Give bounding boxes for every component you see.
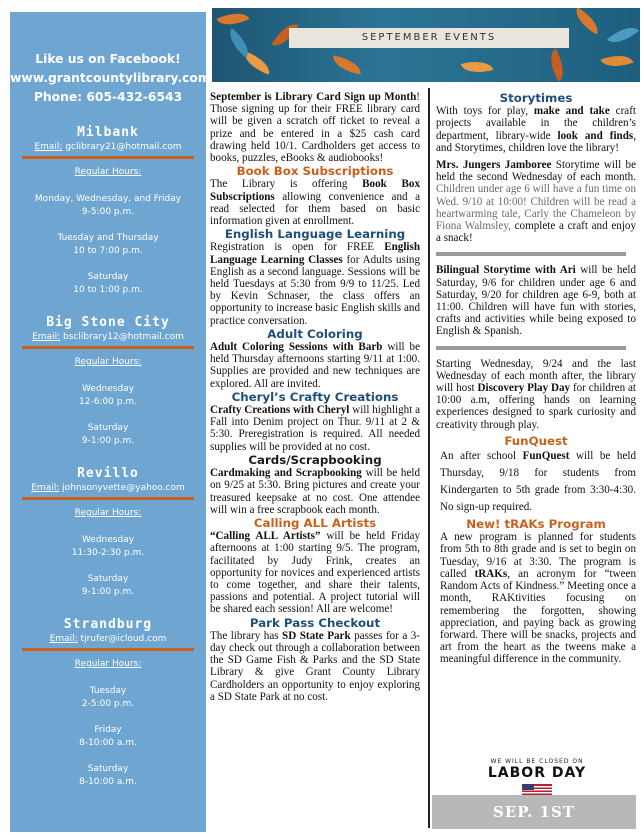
branch-name: Big Stone City bbox=[46, 315, 170, 330]
branch-section bbox=[10, 315, 206, 448]
closed-notice: WE WILL BE CLOSED ON bbox=[490, 758, 584, 765]
book-box-heading: Book Box Subscriptions bbox=[236, 164, 394, 179]
hours-item: Wednesday 12-6:00 p.m. bbox=[79, 384, 137, 407]
storytimes-heading: Storytimes bbox=[499, 91, 573, 105]
artists-heading: Calling ALL Artists bbox=[253, 515, 377, 530]
cards-paragraph: Cardmaking and Scrapbooking will be held on 9/25 at 5:30. Bring pictures and create your treasured keepsake at no cost. One attendee will win a free scrapbook each month. bbox=[210, 467, 420, 516]
branch-email[interactable]: Email: johnsonyvette@yahoo.com bbox=[31, 483, 185, 493]
hours-item: Wednesday 11:30-2:30 p.m. bbox=[71, 535, 145, 558]
labor-day-title: LABOR DAY bbox=[487, 765, 587, 781]
hours-item: Monday, Wednesday, and Friday 9-5:00 p.m. bbox=[34, 194, 182, 217]
labor-day-notice bbox=[440, 758, 634, 800]
branch-email[interactable]: Email: gclibrary21@hotmail.com bbox=[34, 142, 182, 152]
hours-item: Saturday 10 to 1:00 p.m. bbox=[73, 272, 143, 295]
branch-section bbox=[10, 125, 206, 297]
branch-list bbox=[10, 125, 206, 789]
branch-name: Revillo bbox=[77, 466, 139, 481]
park-pass-heading: Park Pass Checkout bbox=[249, 615, 381, 630]
funquest-paragraph: An after school FunQuest will be held Thursday, 9/18 for students from Kindergarten to 5th grade from 3:30-4:30. No sign-up required. bbox=[440, 450, 636, 514]
adult-coloring-paragraph: Adult Coloring Sessions with Barb will be held Thursday afternoons starting 9/11 at 1:00. Supplies are provided and new techniques are explored. All are invited. bbox=[210, 341, 420, 390]
ell-paragraph: Registration is open for FREE English Language Learning Classes for Adults using English as a second language. Sessions will be held Tuesdays at 5:30 from 9/9 to 11/25. Led by Kevin Schnaser, the class offers an opportunity to increase basic English skills and practice conversation. bbox=[210, 241, 420, 327]
leaf-icon bbox=[331, 56, 363, 75]
hours-item: Saturday 8-10:00 a.m. bbox=[79, 764, 137, 787]
jungers-paragraph: Mrs. Jungers Jamboree Storytime will be held the second Wednesday of each month. Children under age 6 will have a fun time on Wed. 9/10 at 10:00! Children will be read a heartwarming tale, Carly the Chameleon by Fiona Walmsley, complete a craft and enjoy a snack! bbox=[436, 159, 637, 245]
column-right bbox=[436, 91, 636, 666]
discovery-paragraph: Starting Wednesday, 9/24 and the last Wednesday of each month after, the library will host Discovery Play Day for children at 10:00 a.m, offering hands on learning experiences designed to spark curiosity and creativity through play. bbox=[436, 357, 636, 431]
cheryl-heading: Cheryl’s Crafty Creations bbox=[231, 389, 399, 404]
library-card-paragraph: September is Library Card Sign up Month! Those signing up for their FREE library card will be given a scratch off ticket to reveal a prize and be entered in a $25 cash card drawing held 10/1. Cardholders get access to books, puzzles, eBooks & audiobooks! bbox=[210, 91, 420, 165]
branch-divider bbox=[22, 156, 194, 159]
hours-label: Regular Hours: bbox=[74, 659, 142, 669]
separator bbox=[436, 252, 626, 256]
facebook-text[interactable]: Like us on Facebook! bbox=[35, 52, 181, 66]
column-divider bbox=[428, 88, 430, 828]
column-left bbox=[210, 91, 420, 703]
labor-day-date: SEP. 1ST bbox=[432, 795, 636, 829]
branch-name: Milbank bbox=[77, 125, 139, 140]
branch-email[interactable]: Email: bsclibrary12@hotmail.com bbox=[32, 332, 184, 342]
branch-section bbox=[10, 466, 206, 599]
traks-heading: New! tRAKs Program bbox=[466, 517, 606, 532]
phone-text: Phone: 605-432-6543 bbox=[33, 90, 183, 104]
hours-label: Regular Hours: bbox=[74, 167, 142, 177]
branch-divider bbox=[22, 497, 194, 500]
bilingual-paragraph: Bilingual Storytime with Ari will be held Saturday, 9/6 for children under age 6 and Saturday, 9/20 for children age 6-9, both at 11:00. Children will have fun with stories, crafts and activities while being exposed to English & Spanish. bbox=[436, 264, 637, 338]
leaf-icon bbox=[571, 8, 604, 35]
book-box-paragraph: The Library is offering Book Box Subscriptions allowing convenience and a read selected for them based on basic information given at enrollment. bbox=[210, 178, 420, 228]
hours-item: Saturday 9-1:00 p.m. bbox=[81, 574, 135, 597]
branch-section bbox=[10, 617, 206, 789]
separator bbox=[436, 346, 626, 350]
hours-item: Saturday 9-1:00 p.m. bbox=[81, 423, 135, 446]
header-banner bbox=[212, 8, 640, 82]
ell-heading: English Language Learning bbox=[224, 227, 406, 242]
cards-heading: Cards/Scrapbooking bbox=[248, 452, 382, 467]
funquest-heading: FunQuest bbox=[504, 433, 568, 448]
artists-paragraph: “Calling ALL Artists” will be held Friday afternoons at 1:00 starting 9/5. The program, facilitated by Judy Frink, creates an opportunity for novices and experienced artists to come together, and share their talents, passions and potential. A project tutorial will be shared each session! All are welcome! bbox=[210, 530, 420, 616]
leaf-icon bbox=[607, 20, 639, 50]
branch-name: Strandburg bbox=[63, 617, 153, 632]
park-pass-paragraph: The library has SD State Park passes for a 3-day check out through a collaboration between the SD Game Fish & Parks and the SD State Library & give Grant County Library Cardholders an opportunity to enjoy exploring a SD State Park at no cost. bbox=[210, 629, 420, 703]
branch-divider bbox=[22, 648, 194, 651]
contact-block bbox=[10, 50, 211, 107]
hours-item: Tuesday and Thursday 10 to 7:00 p.m. bbox=[57, 233, 159, 256]
website-link[interactable]: www.grantcountylibrary.com bbox=[10, 71, 211, 85]
storytimes-paragraph: With toys for play, make and take craft projects available in the children’s department, library-wide look and finds, and Storytimes, children love the library! bbox=[436, 105, 636, 154]
sidebar bbox=[10, 12, 211, 832]
cheryl-paragraph: Crafty Creations with Cheryl will highlight a Fall into Denim project on Thur. 9/11 at 2 & 5:30. Preregistration is required. All needed supplies will be provided at no cost. bbox=[210, 404, 420, 453]
hours-item: Tuesday 2-5:00 p.m. bbox=[81, 686, 135, 709]
traks-paragraph: A new program is planned for students from 5th to 8th grade and is set to begin on Tuesday, 9/16 at 3:30. The program is called tRAKs, an acronym for “tween Random Acts of Kindness.” Meeting once a month, RAKtivities focusing on remembering the forgotten, showing appreciation, and paying back as growing forward. There will be snacks, projects and art from the heart as the tweens make a meaningful difference in the community. bbox=[440, 531, 636, 666]
leaf-icon bbox=[543, 49, 570, 82]
adult-coloring-heading: Adult Coloring bbox=[267, 326, 363, 341]
branch-email[interactable]: Email: tjrufer@icloud.com bbox=[49, 634, 167, 644]
leaf-icon bbox=[461, 56, 494, 77]
hours-item: Friday 8-10:00 a.m. bbox=[79, 725, 137, 748]
hours-label: Regular Hours: bbox=[74, 508, 142, 518]
banner-title: SEPTEMBER EVENTS bbox=[289, 28, 569, 48]
branch-divider bbox=[22, 346, 194, 349]
hours-label: Regular Hours: bbox=[74, 357, 142, 367]
leaf-icon bbox=[601, 49, 634, 72]
